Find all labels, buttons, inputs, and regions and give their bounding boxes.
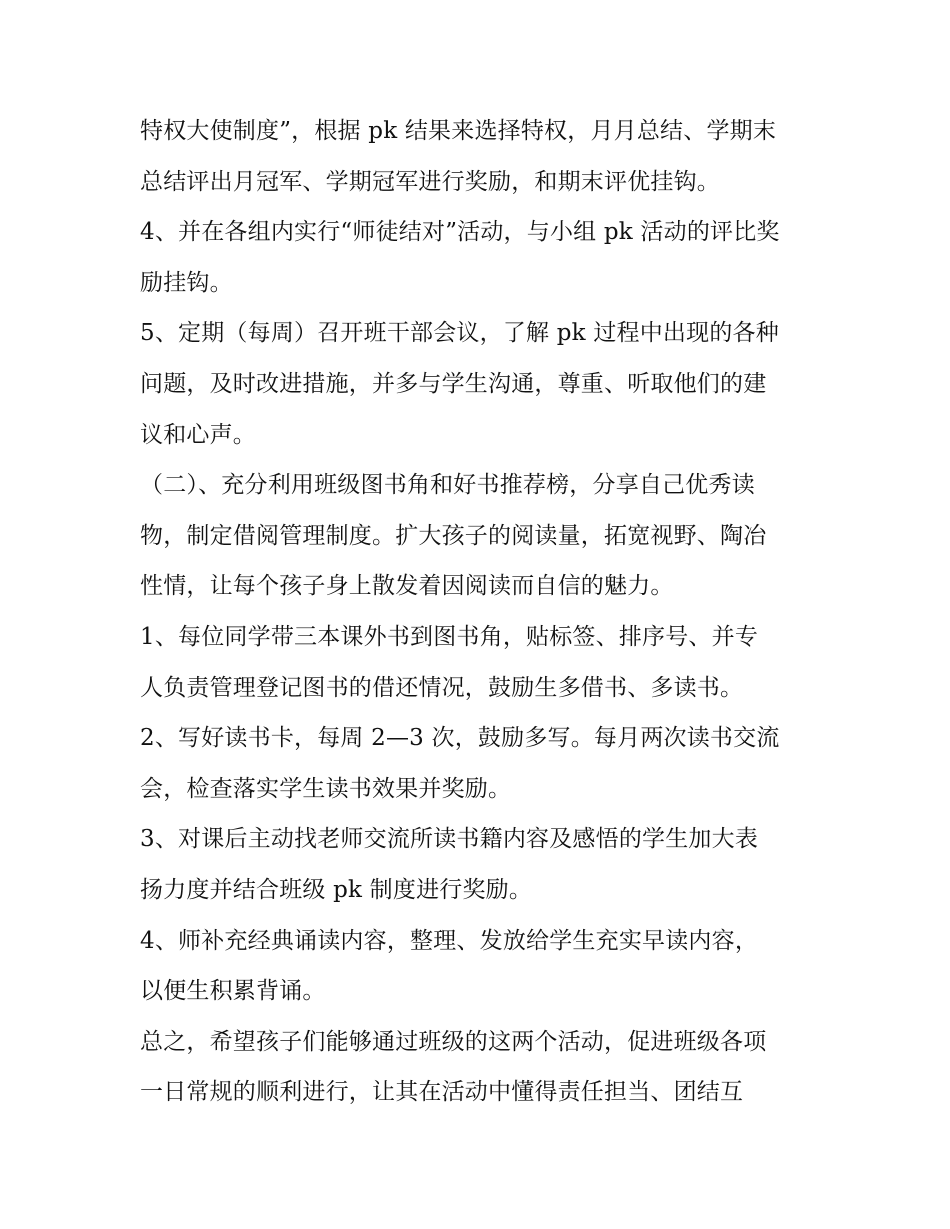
text-line-2: 总结评出月冠军、学期冠军进行奖励，和期末评优挂钩。 (140, 168, 720, 195)
text-line-18: 以便生积累背诵。 (140, 978, 326, 1005)
text-line-8: （二）、充分利用班级图书角和好书推荐榜，分享自己优秀读 (140, 472, 755, 499)
text-line-9: 物，制定借阅管理制度。扩大孩子的阅读量，拓宽视野、陶冶 (140, 522, 767, 549)
text-line-15: 3、对课后主动找老师交流所读书籍内容及感悟的学生加大表 (140, 826, 759, 853)
text-line-11: 1、每位同学带三本课外书到图书角，贴标签、排序号、并专 (140, 623, 759, 650)
text-line-14: 会，检查落实学生读书效果并奖励。 (140, 775, 512, 802)
document-body (140, 106, 820, 1118)
text-line-7: 议和心声。 (140, 421, 256, 448)
text-line-16: 扬力度并结合班级 pk 制度进行奖励。 (140, 876, 533, 903)
text-line-19: 总之，希望孩子们能够通过班级的这两个活动，促进班级各项 (140, 1028, 767, 1055)
text-line-3: 4、并在各组内实行“师徒结对”活动，与小组 pk 活动的评比奖 (140, 219, 780, 246)
text-line-20: 一日常规的顺利进行，让其在活动中懂得责任担当、团结互 (140, 1079, 744, 1106)
text-line-13: 2、写好读书卡，每周 2—3 次，鼓励多写。每月两次读书交流 (140, 725, 780, 752)
text-line-17: 4、师补充经典诵读内容，整理、发放给学生充实早读内容， (140, 927, 759, 954)
text-line-1: 特权大使制度”，根据 pk 结果来选择特权，月月总结、学期末 (140, 118, 777, 144)
text-line-12: 人负责管理登记图书的借还情况，鼓励生多借书、多读书。 (140, 674, 744, 701)
text-line-5: 5、定期（每周）召开班干部会议，了解 pk 过程中出现的各种 (140, 320, 779, 347)
text-line-4: 励挂钩。 (140, 269, 233, 296)
text-line-10: 性情，让每个孩子身上散发着因阅读而自信的魅力。 (140, 573, 674, 600)
text-line-6: 问题，及时改进措施，并多与学生沟通，尊重、听取他们的建 (140, 370, 767, 397)
